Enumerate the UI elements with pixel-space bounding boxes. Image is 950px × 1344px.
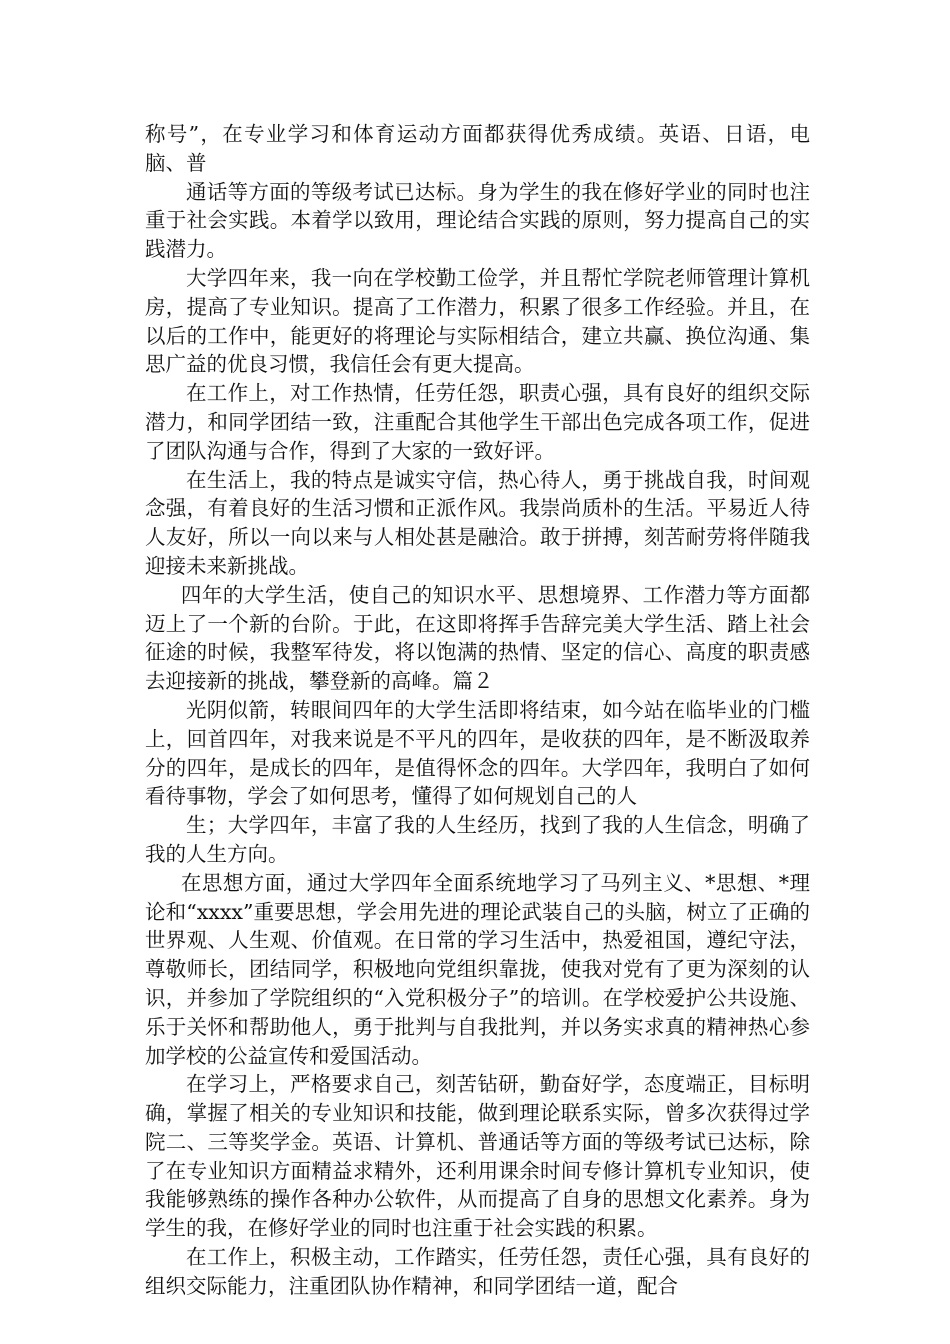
paragraph: 称号”，在专业学习和体育运动方面都获得优秀成绩。英语、日语，电脑、普 [145,122,810,175]
paragraph: 在学习上，严格要求自己，刻苦钻研，勤奋好学，态度端正，目标明确，掌握了相关的专业知识和技能，做到理论联系实际，曾多次获得过学院二、三等奖学金。英语、计算机、普通话等方面的等级考试已达标，除了在专业知识方面精益求精外，还利用课余时间专修计算机专业知识，使我能够熟练的操作各种办公软件，从而提高了自身的思想文化素养。身为学生的我，在修好学业的同时也注重于社会实践的积累。 [145,1072,810,1241]
paragraph: 在工作上，积极主动，工作踏实，任劳任怨，责任心强，具有良好的组织交际能力，注重团队协作精神，和同学团结一道，配合 [145,1245,810,1298]
paragraph: 在工作上，对工作热情，任劳任怨，职责心强，具有良好的组织交际潜力，和同学团结一致，注重配合其他学生干部出色完成各项工作，促进了团队沟通与合作，得到了大家的一致好评。 [145,381,810,463]
paragraph: 四年的大学生活，使自己的知识水平、思想境界、工作潜力等方面都迈上了一个新的台阶。于此，在这即将挥手告辞完美大学生活、踏上社会征途的时候，我整军待发，将以饱满的热情、坚定的信心、高度的职责感去迎接新的挑战，攀登新的高峰。篇２ [145,582,810,694]
paragraph: 光阴似箭，转眼间四年的大学生活即将结束，如今站在临毕业的门槛上，回首四年，对我来说是不平凡的四年，是收获的四年，是不断汲取养分的四年，是成长的四年，是值得怀念的四年。大学四年，我明白了如何看待事物，学会了如何思考，懂得了如何规划自己的人 [145,697,810,809]
document-body [145,120,810,1301]
paragraph: 在生活上，我的特点是诚实守信，热心待人，勇于挑战自我，时间观念强，有着良好的生活习惯和正派作风。我崇尚质朴的生活。平易近人待人友好，所以一向以来与人相处甚是融洽。敢于拼搏，刻苦耐劳将伴随我迎接未来新挑战。 [145,467,810,578]
paragraph: 生；大学四年，丰富了我的人生经历，找到了我的人生信念，明确了我的人生方向。 [145,813,810,866]
paragraph: 通话等方面的等级考试已达标。身为学生的我在修好学业的同时也注重于社会实践。本着学以致用，理论结合实践的原则，努力提高自己的实践潜力。 [145,179,810,262]
paragraph: 大学四年来，我一向在学校勤工俭学，并且帮忙学院老师管理计算机房，提高了专业知识。提高了工作潜力，积累了很多工作经验。并且，在以后的工作中，能更好的将理论与实际相结合，建立共赢、换位沟通、集思广益的优良习惯，我信任会有更大提高。 [145,265,810,377]
paragraph: 在思想方面，通过大学四年全面系统地学习了马列主义、*思想、*理论和“xxxx”重要思想，学会用先进的理论武装自己的头脑，树立了正确的世界观、人生观、价值观。在日常的学习生活中，热爱祖国，遵纪守法，尊敬师长，团结同学，积极地向党组织靠拢，使我对党有了更为深刻的认识，并参加了学院组织的“入党积极分子”的培训。在学校爱护公共设施、乐于关怀和帮助他人，勇于批判与自我批判，并以务实求真的精神热心参加学校的公益宣传和爱国活动。 [145,870,810,1068]
